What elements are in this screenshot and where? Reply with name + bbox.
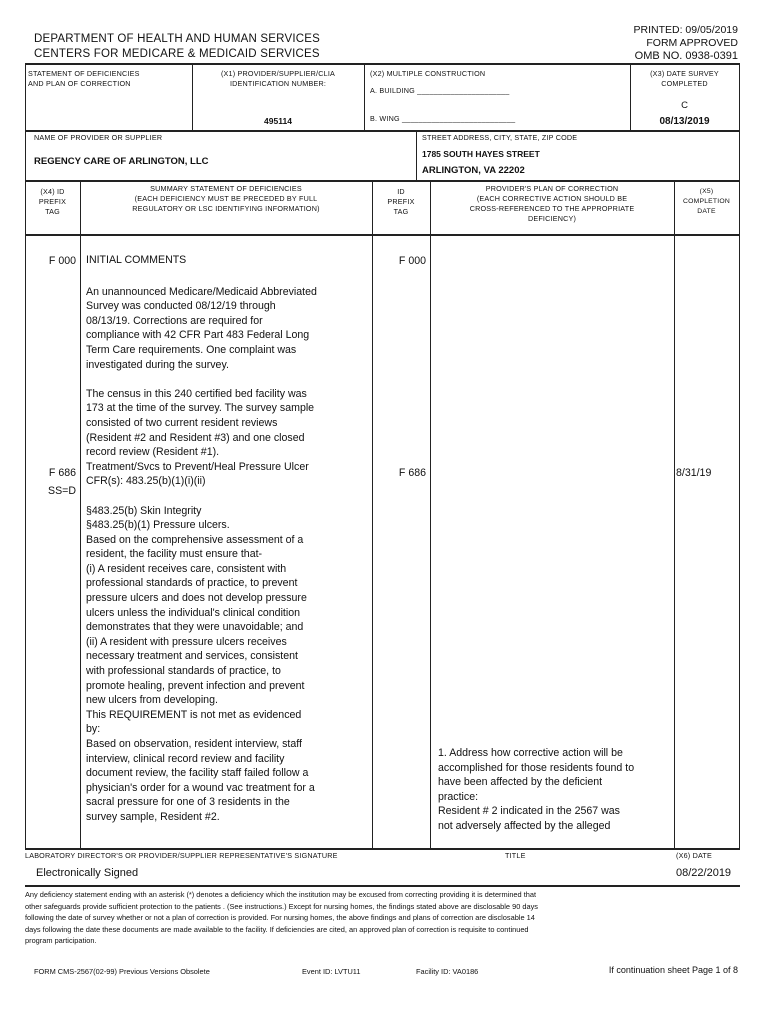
x5-header: (X5) COMPLETION DATE xyxy=(683,188,730,215)
street-address: 1785 SOUTH HAYES STREET xyxy=(422,149,540,159)
disclaimer: Any deficiency statement ending with an asterisk (*) denotes a deficiency which the institution may be excused from correcting providing it is determined that other safeguards provide sufficient protection to the patients . (See instructions.) Except for nursing homes, the findings stated above are disclosable 90 days following the date of survey whether or not a plan of correction is provided. For nursing homes, the above findings and plans of correction are disclosable 14 days following the date these documents are made available to the facility. If deficiencies are cited, an approved plan of correction is requisite to continued program participation. xyxy=(25,890,538,945)
centers-name: CENTERS FOR MEDICARE & MEDICAID SERVICES xyxy=(34,48,320,60)
rule-header-bottom xyxy=(25,130,740,132)
building-line: A. BUILDING ______________________ xyxy=(370,86,510,95)
agency-header xyxy=(34,32,320,62)
rule-x2 xyxy=(364,63,365,130)
x6-date-label: (X6) DATE xyxy=(676,851,713,860)
summary-header: SUMMARY STATEMENT OF DEFICIENCIES (EACH DEFICIENCY MUST BE PRECEDED BY FULL REGULATORY OR LSC IDENTIFYING INFORMATION) xyxy=(132,184,320,213)
plan-header: PROVIDER'S PLAN OF CORRECTION (EACH CORRECTIVE ACTION SHOULD BE CROSS-REFERENCED TO THE APPROPRIATE DEFICIENCY) xyxy=(469,184,635,223)
wing-line: B. WING ___________________________ xyxy=(370,114,516,123)
rule-top xyxy=(25,63,740,65)
department-name: DEPARTMENT OF HEALTH AND HUMAN SERVICES xyxy=(34,33,320,45)
rule-address xyxy=(416,130,417,180)
electronic-signature: Electronically Signed xyxy=(36,867,139,879)
plan-of-correction: 1. Address how corrective action will be accomplished for those residents found to have been affected by the deficient practice: Resident # 2 indicated in the 2567 was not adversely affected by the alleged xyxy=(438,747,635,832)
provider-number: 495114 xyxy=(264,116,292,126)
survey-date: 08/13/2019 xyxy=(659,116,710,127)
event-id: Event ID: LVTU11 xyxy=(302,967,361,976)
city-state-zip: ARLINGTON, VA 22202 xyxy=(422,165,525,176)
x2-label: (X2) MULTIPLE CONSTRUCTION xyxy=(370,69,486,78)
f686-title: Treatment/Svcs to Prevent/Heal Pressure Ulcer CFR(s): 483.25(b)(1)(i)(ii) xyxy=(86,460,309,488)
id-header: ID PREFIX TAG xyxy=(387,187,415,216)
rule-col-plan xyxy=(674,180,675,848)
x4-header: (X4) ID PREFIX TAG xyxy=(38,187,67,216)
form-info xyxy=(634,24,738,63)
survey-paragraph: An unannounced Medicare/Medicaid Abbreviated Survey was conducted 08/12/19 through 08/13/19. Corrections are required for compliance with 42 CFR Part 483 Federal Long Term Care requirements. One complaint was investigated during the survey. xyxy=(86,285,317,371)
rule-left xyxy=(25,63,26,848)
survey-code: C xyxy=(681,100,688,111)
requirement-paragraph: §483.25(b) Skin Integrity §483.25(b)(1) Pressure ulcers. Based on the comprehensive assessment of a resident, the facility must ensure that- (i) A resident receives care, consistent with professional standards of practice, to prevent pressure ulcers and does not develop pressure ulcers unless the individual's clinical condition demonstrates that they were unavoidable; and (ii) A resident with pressure ulcers receives necessary treatment and services, consistent with professional standards of practice, to promote healing, prevent infection and prevent new ulcers from developing. This REQUIREMENT is not met as evidenced by: Based on observation, resident interview, staff interview, clinical record review and facility document review, the facility staff failed follow a physician's order for a wound vac treatment for a sacral pressure for one of 3 residents in the survey sample, Resident #2. xyxy=(86,504,315,823)
rule-col-summary xyxy=(372,180,373,848)
title-label: TITLE xyxy=(505,851,526,860)
page-number: If continuation sheet Page 1 of 8 xyxy=(608,965,738,975)
rule-signature-top xyxy=(25,848,740,850)
tag-f686-left: F 686 xyxy=(48,467,76,479)
completion-date: 8/31/19 xyxy=(676,467,712,479)
rule-col-x4 xyxy=(80,180,81,848)
provider-label: NAME OF PROVIDER OR SUPPLIER xyxy=(34,133,163,142)
tag-f686-right: F 686 xyxy=(398,467,426,479)
facility-id: Facility ID: VA0186 xyxy=(416,967,479,976)
rule-right xyxy=(739,63,740,848)
tag-f000-left: F 000 xyxy=(48,255,76,267)
signature-label: LABORATORY DIRECTOR'S OR PROVIDER/SUPPLIER REPRESENTATIVE'S SIGNATURE xyxy=(25,851,338,860)
x1-label: (X1) PROVIDER/SUPPLIER/CLIA IDENTIFICATION NUMBER: xyxy=(220,69,336,88)
x3-label: (X3) DATE SURVEY COMPLETED xyxy=(650,69,719,88)
rule-columns-bottom xyxy=(25,234,740,236)
form-number: FORM CMS-2567(02-99) Previous Versions Obsolete xyxy=(34,967,210,976)
printed-date: PRINTED: 09/05/2019 xyxy=(633,24,738,36)
signature-date: 08/22/2019 xyxy=(676,867,732,879)
rule-signature-bottom xyxy=(25,885,740,887)
summary-body xyxy=(86,253,370,825)
rule-provider-bottom xyxy=(25,180,740,182)
tag-f000-right: F 000 xyxy=(398,255,426,267)
provider-name: REGENCY CARE OF ARLINGTON, LLC xyxy=(34,156,209,167)
census-paragraph: The census in this 240 certified bed facility was 173 at the time of the survey. The survey sample consisted of two current resident reviews (Resident #2 and Resident #3) and one closed record review (Resident #1). xyxy=(86,387,315,459)
rule-col-id xyxy=(430,180,431,848)
statement-label: STATEMENT OF DEFICIENCIES AND PLAN OF CORRECTION xyxy=(28,69,140,88)
initial-comments-heading: INITIAL COMMENTS xyxy=(86,254,187,266)
omb-number: OMB NO. 0938-0391 xyxy=(634,50,738,62)
address-label: STREET ADDRESS, CITY, STATE, ZIP CODE xyxy=(422,133,578,142)
form-approved: FORM APPROVED xyxy=(646,37,738,49)
tag-ss: SS=D xyxy=(48,485,76,497)
